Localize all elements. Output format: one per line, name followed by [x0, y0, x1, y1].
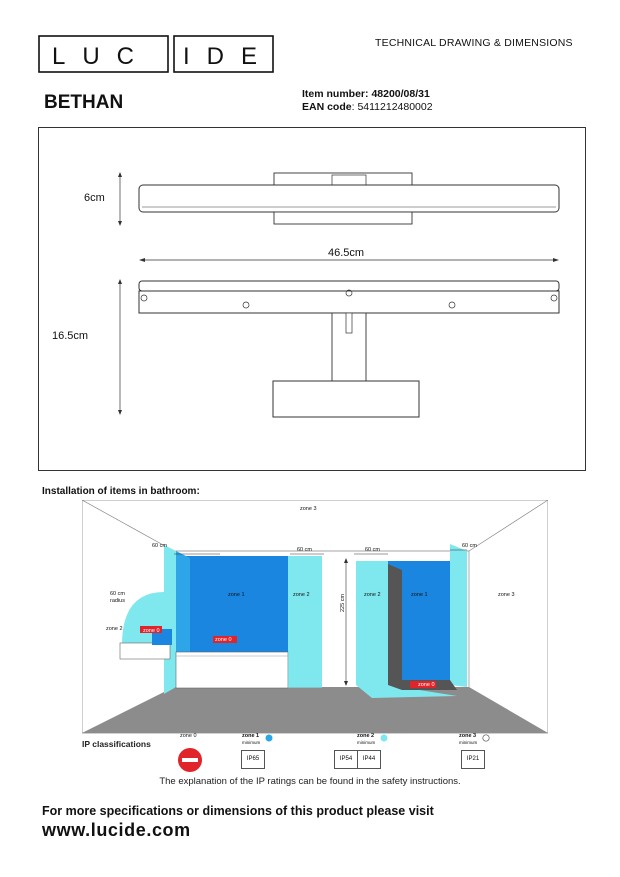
- ip-zone2-min: minimum: [357, 740, 376, 745]
- dist-left: 60 cm: [152, 543, 167, 549]
- radius-label-1: 60 cm: [110, 591, 125, 597]
- ip54-box: IP54: [334, 750, 358, 769]
- ip-zone1-min: minimum: [242, 740, 261, 745]
- document-type: TECHNICAL DRAWING & DIMENSIONS: [375, 37, 573, 49]
- bathroom-zones-diagram: [82, 500, 548, 736]
- dimension-height: 6cm: [84, 192, 105, 204]
- no-entry-icon: [177, 747, 203, 773]
- zone0-bath: zone 0: [215, 637, 232, 643]
- item-number-label: Item number:: [302, 88, 369, 100]
- website-link[interactable]: www.lucide.com: [42, 820, 191, 840]
- dist-center-right: 60 cm: [365, 547, 380, 553]
- item-info: Item number: 48200/08/31 EAN code: 5411212480002: [302, 88, 433, 113]
- dimension-depth: 16.5cm: [52, 330, 89, 342]
- ean-label: EAN code: [302, 101, 352, 113]
- zone2-shower: zone 2: [364, 592, 381, 598]
- ip-zone3-min: minimum: [459, 740, 478, 745]
- zone0-shower: zone 0: [418, 682, 435, 688]
- product-name: BETHAN: [44, 92, 124, 113]
- bathroom-section-title: Installation of items in bathroom:: [42, 486, 200, 497]
- item-number: 48200/08/31: [371, 88, 430, 100]
- dist-center-left: 60 cm: [297, 547, 312, 553]
- dist-right: 60 cm: [462, 543, 477, 549]
- zone2-bath: zone 2: [293, 592, 310, 598]
- technical-drawing: [38, 127, 586, 471]
- ip-zone3-label: zone 3: [459, 733, 477, 739]
- zone1-shower: zone 1: [411, 592, 428, 598]
- svg-text:LUC: LUC: [52, 43, 152, 70]
- zone2-sink: zone 2: [106, 626, 123, 632]
- zone0-sink: zone 0: [143, 628, 160, 634]
- zone1-bath: zone 1: [228, 592, 245, 598]
- ip-explanation: The explanation of the IP ratings can be found in the safety instructions.: [159, 776, 461, 787]
- dimension-width: 46.5cm: [328, 247, 365, 259]
- ip-classifications-title: IP classifications: [82, 739, 151, 749]
- zone1-color-dot: [265, 734, 273, 742]
- svg-text:IDE: IDE: [183, 43, 274, 70]
- zone3-top: zone 3: [300, 506, 317, 512]
- ean-value: 5411212480002: [357, 101, 433, 113]
- ip21-box: IP21: [461, 750, 485, 769]
- zone2-color-dot: [380, 734, 388, 742]
- radius-label-2: radius: [110, 598, 125, 604]
- zone3-color-dot: [482, 734, 490, 742]
- lucide-logo: [38, 35, 274, 73]
- ip-zone1-label: zone 1: [242, 733, 260, 739]
- more-info-text: For more specifications or dimensions of this product please visit: [42, 804, 434, 818]
- zone3-right: zone 3: [498, 592, 515, 598]
- ip65-box: IP65: [241, 750, 265, 769]
- ip44-box: IP44: [357, 750, 381, 769]
- ip-zone2-label: zone 2: [357, 733, 375, 739]
- height-225: 225 cm: [340, 593, 346, 612]
- ip-zone0-label: zone 0: [180, 733, 197, 739]
